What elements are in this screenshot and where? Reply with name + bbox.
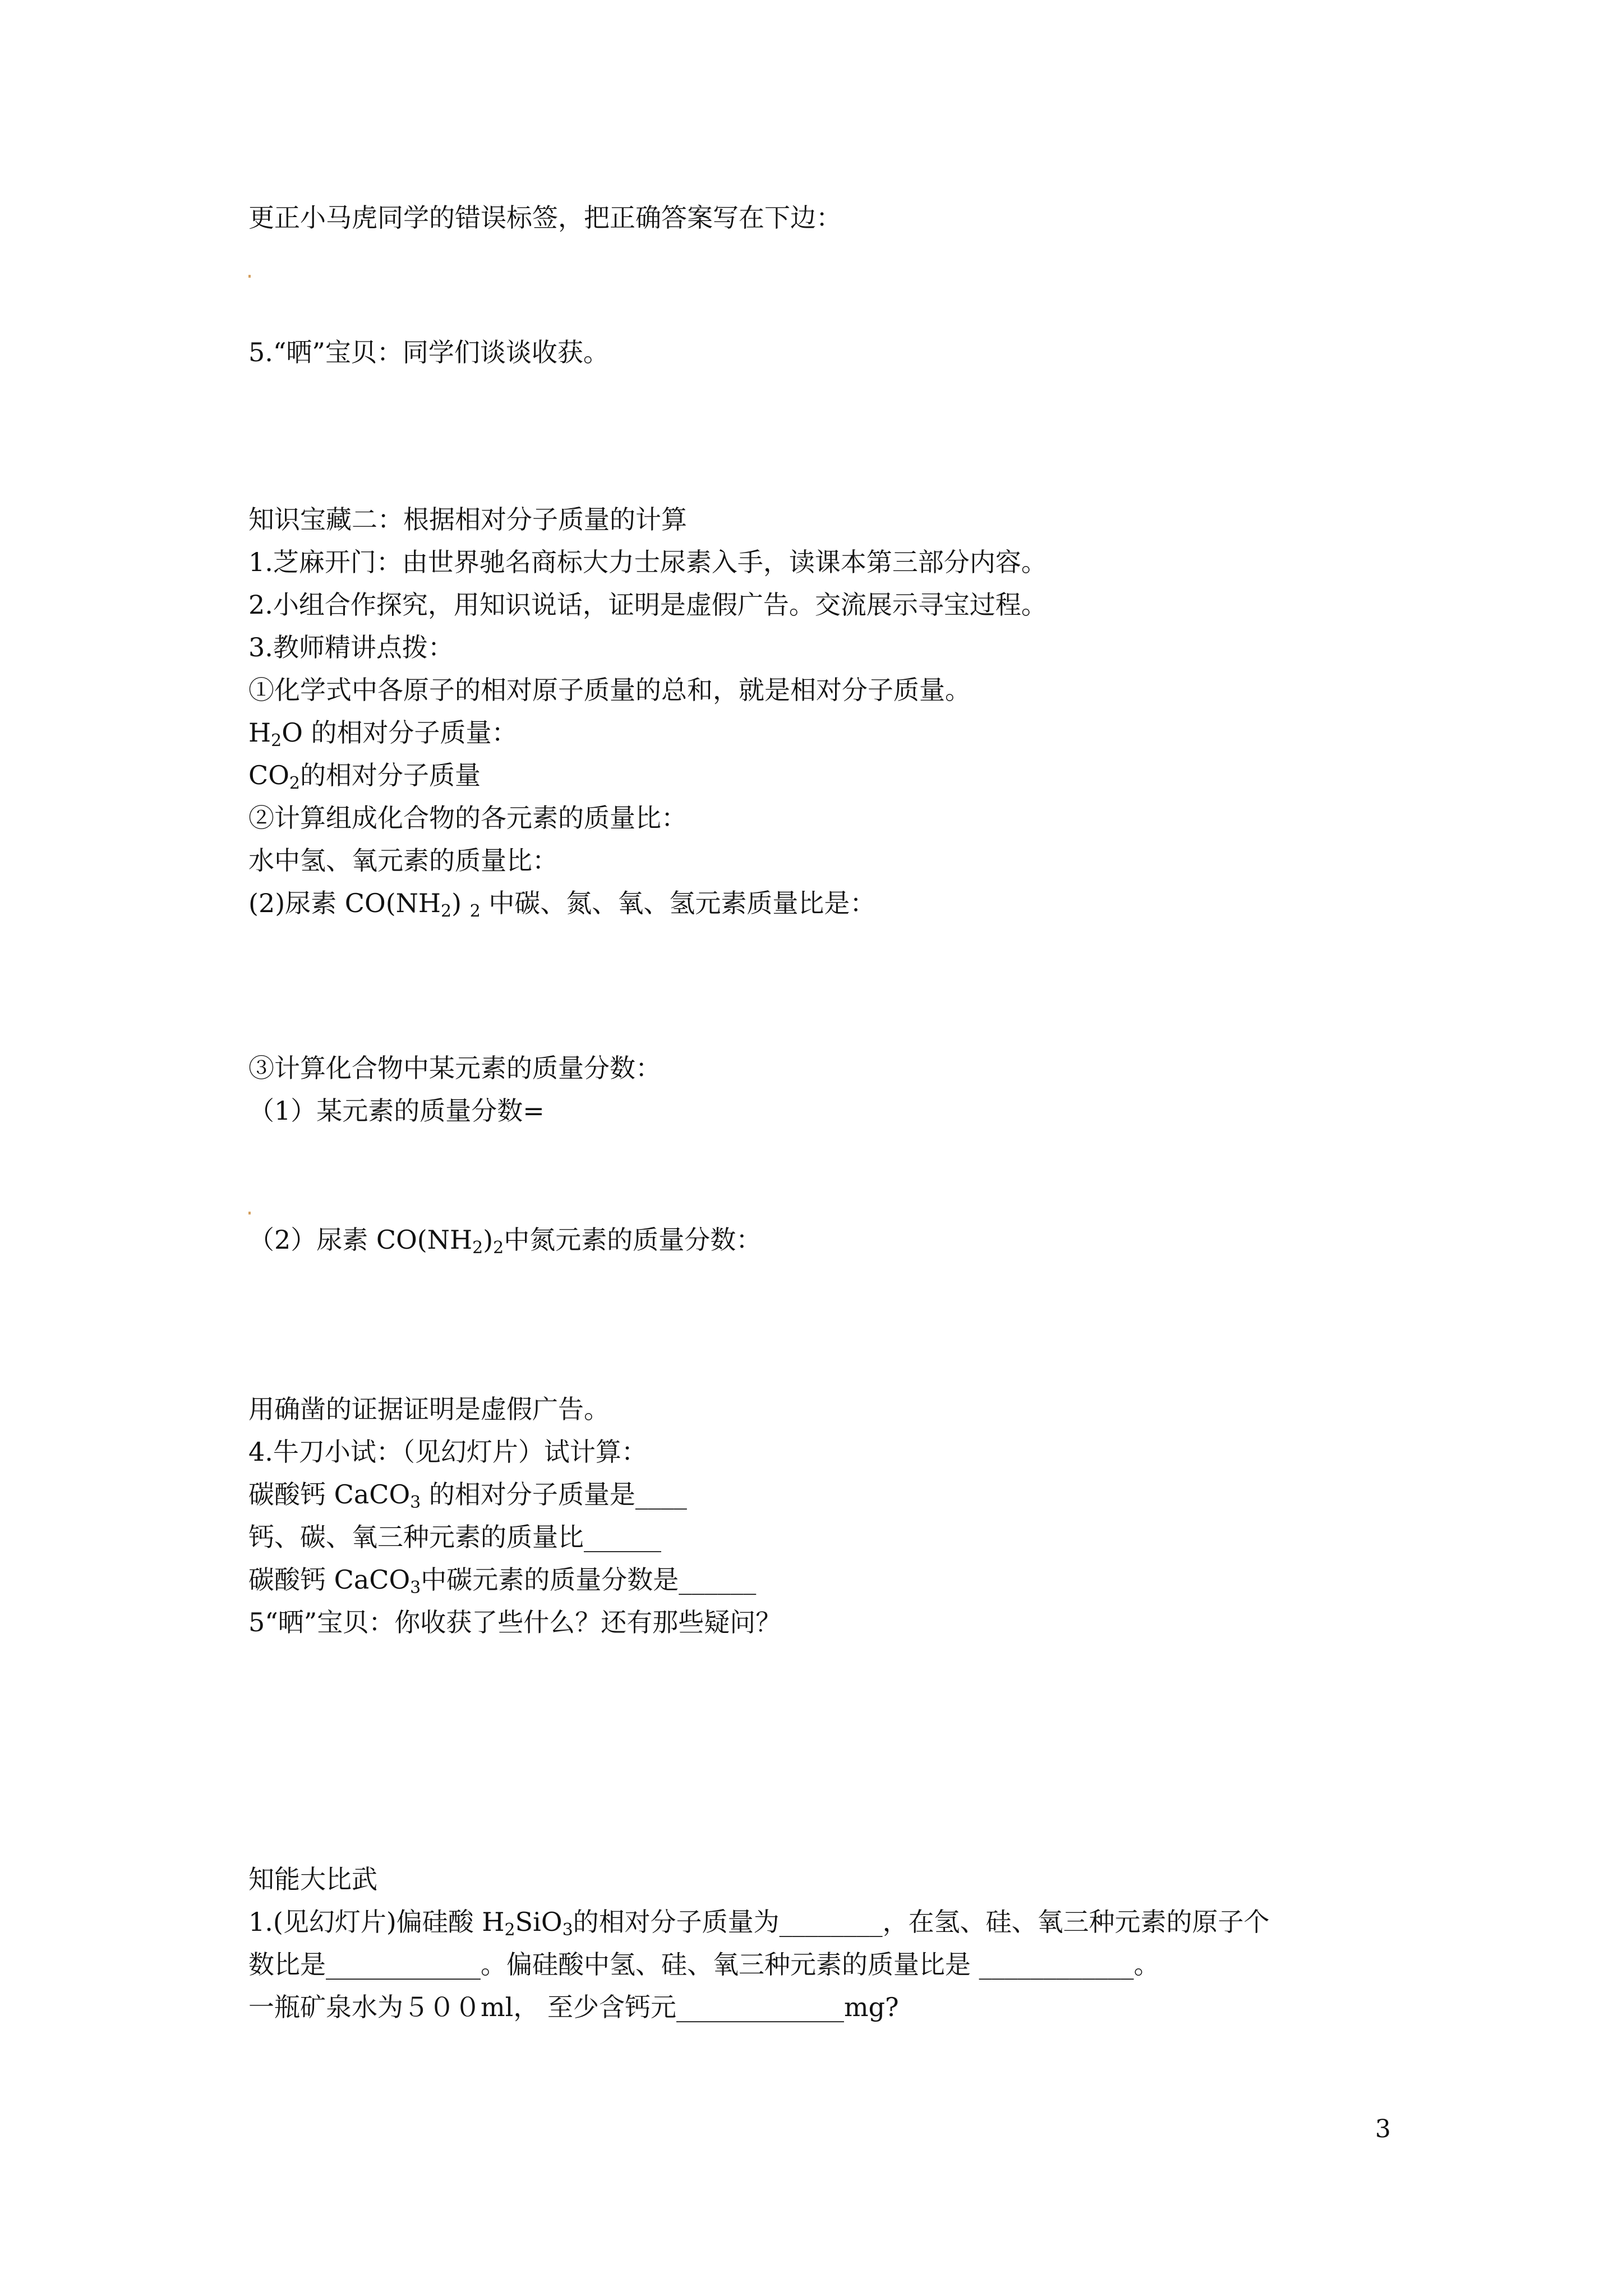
section-harvest-2: 5“晒”宝贝：你收获了些什么？还有那些疑问？ <box>248 1607 782 1637</box>
co2-formula-line: $CO_2$的相对分子质量 <box>248 760 481 793</box>
step-3-text: 3.教师精讲点拨： <box>248 632 454 662</box>
urea-ratio-line: (2)尿素 $CO(NH_2)$ $_2$ 中碳、氮、氧、氢元素质量比是： <box>248 888 876 921</box>
step-1-text: 1.芝麻开门：由世界驰名商标大力士尿素入手，读课本第三部分内容。 <box>248 547 1047 577</box>
urea-nitrogen-line: （2）尿素 $CO(NH_2)_2$中氮元素的质量分数： <box>248 1225 762 1258</box>
mineral-water-line: 一瓶矿泉水为５００ml， 至少含钙元_____________mg? <box>248 1992 899 2022</box>
instruction-correct-label: 更正小马虎同学的错误标签，把正确答案写在下边： <box>248 203 842 233</box>
section-heading-competition: 知能大比武 <box>248 1864 377 1894</box>
speck-mark <box>248 1212 251 1214</box>
element-ratio-line: 钙、碳、氧三种元素的质量比______ <box>248 1522 661 1552</box>
evidence-line: 用确凿的证据证明是虚假广告。 <box>248 1394 610 1424</box>
step-4-text: 4.牛刀小试：（见幻灯片）试计算： <box>248 1437 647 1467</box>
point-3-mass-fraction: ③计算化合物中某元素的质量分数： <box>248 1053 661 1083</box>
point-2-mass-ratio: ②计算组成化合物的各元素的质量比： <box>248 803 687 833</box>
point-1-definition: ①化学式中各原子的相对原子质量的总和，就是相对分子质量。 <box>248 675 971 705</box>
ratio-question-line: 数比是____________。偏硅酸中氢、硅、氧三种元素的质量比是 ____________。 <box>248 1949 1160 1980</box>
speck-mark <box>248 275 251 278</box>
caco3-molecular-mass: 碳酸钙 CaCO$_3$ 的相对分子质量是____ <box>248 1479 687 1512</box>
caco3-carbon-fraction: 碳酸钙 CaCO$_3$中碳元素的质量分数是______ <box>248 1565 757 1598</box>
h2sio3-question-line: 1.(见幻灯片)偏硅酸 $H_2SiO_3$的相对分子质量为________，在氢、硅、氧三种元素的原子个 <box>248 1907 1270 1940</box>
h2o-formula-line: $H_2O$ 的相对分子质量： <box>248 717 518 751</box>
section-harvest-1: 5.“晒”宝贝：同学们谈谈收获。 <box>248 337 609 367</box>
water-ratio-line: 水中氢、氧元素的质量比： <box>248 845 558 876</box>
section-heading-treasure-two: 知识宝藏二：根据相对分子质量的计算 <box>248 504 687 535</box>
step-2-text: 2.小组合作探究，用知识说话，证明是虚假广告。交流展示寻宝过程。 <box>248 590 1047 620</box>
mass-fraction-formula: （1）某元素的质量分数= <box>248 1096 545 1126</box>
page-number: 3 <box>1375 2115 1391 2143</box>
